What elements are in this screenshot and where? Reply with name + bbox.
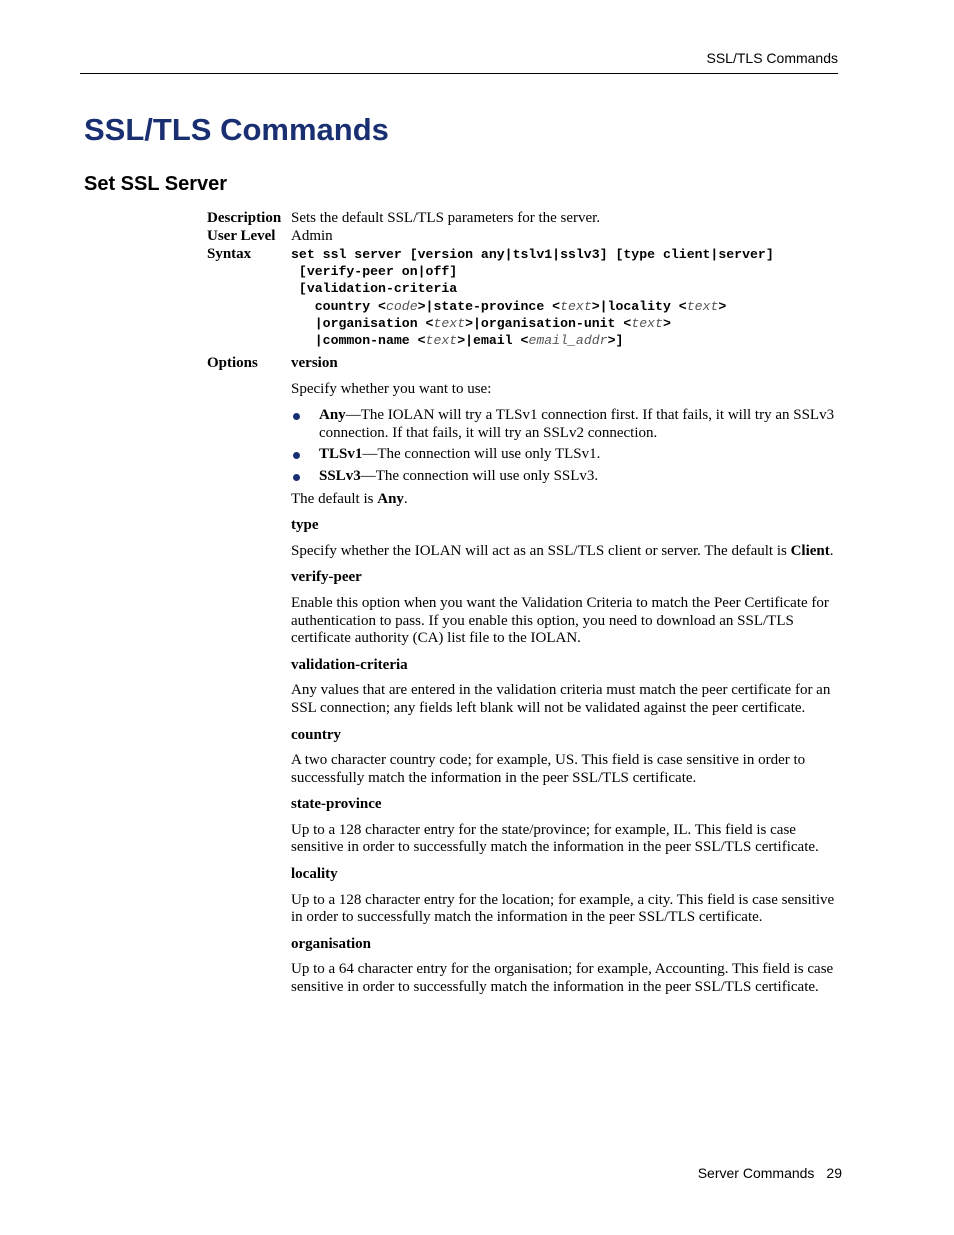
version-default bbox=[291, 491, 841, 509]
syntax-segment: country < bbox=[291, 298, 386, 314]
option-desc-locality: Up to a 128 character entry for the location; for example, a city. This field is case sensitive in order to successfully match the information in the peer SSL/TLS certificate. bbox=[291, 891, 835, 926]
syntax-placeholder: text bbox=[425, 333, 458, 349]
page-title: SSL/TLS Commands bbox=[84, 112, 389, 147]
page-number: 29 bbox=[826, 1165, 842, 1181]
bullet-text: —The connection will use only SSLv3. bbox=[360, 467, 599, 484]
option-desc-verify-peer: Enable this option when you want the Validation Criteria to match the Peer Certificate for authentication to pass. If you enable this option, you need to download an SSL/TLS certificate authority (CA) list file to the IOLAN. bbox=[291, 594, 829, 647]
bullet-dot-icon bbox=[293, 413, 300, 420]
syntax-placeholder: code bbox=[385, 298, 418, 314]
syntax-placeholder: text bbox=[631, 315, 663, 331]
page-footer bbox=[698, 1165, 842, 1181]
option-title-version: version bbox=[291, 355, 338, 371]
description-label: Description bbox=[207, 210, 282, 226]
option-desc-version: Specify whether you want to use: bbox=[291, 380, 492, 397]
options-label: Options bbox=[207, 355, 258, 371]
default-suffix: . bbox=[403, 490, 408, 507]
bullet-item bbox=[291, 468, 841, 486]
syntax-segment: >] bbox=[607, 333, 624, 349]
option-title-organisation: organisation bbox=[291, 935, 372, 952]
version-bullet-list bbox=[291, 407, 841, 485]
option-title-validation-criteria: validation-criteria bbox=[291, 656, 408, 673]
syntax-block bbox=[291, 246, 774, 349]
option-title-locality: locality bbox=[291, 866, 338, 883]
syntax-segment: |organisation < bbox=[291, 315, 434, 331]
option-desc-type bbox=[291, 543, 841, 561]
running-header-title: SSL/TLS Commands bbox=[706, 50, 838, 66]
section-title: Set SSL Server bbox=[84, 173, 228, 195]
description-value: Sets the default SSL/TLS parameters for the server. bbox=[291, 210, 601, 226]
option-title-country: country bbox=[291, 726, 341, 743]
syntax-line: [validation-criteria bbox=[291, 281, 458, 297]
option-desc-validation-criteria: Any values that are entered in the validation criteria must match the peer certificate for an SSL connection; any fields left blank will not be validated against the peer certificate. bbox=[291, 682, 831, 716]
syntax-segment: >|email < bbox=[457, 333, 529, 349]
page-header bbox=[80, 48, 838, 74]
syntax-line: set ssl server [version any|tslv1|sslv3] [type client|server] bbox=[291, 247, 774, 262]
option-title-state-province: state-province bbox=[291, 796, 382, 813]
bullet-text: —The connection will use only TLSv1. bbox=[362, 446, 601, 463]
bullet-term: Any bbox=[319, 407, 346, 424]
syntax-segment: |common-name < bbox=[291, 333, 426, 349]
option-title-type: type bbox=[291, 517, 319, 534]
option-desc-country: A two character country code; for example, US. This field is case sensitive in order to successfully match the information in the peer SSL/TLS certificate. bbox=[291, 752, 806, 786]
options-list bbox=[291, 355, 841, 1006]
syntax-placeholder: text bbox=[560, 298, 592, 314]
default-value: Any bbox=[377, 490, 404, 507]
syntax-placeholder: email_addr bbox=[528, 333, 608, 349]
bullet-dot-icon bbox=[293, 474, 300, 481]
syntax-line: [verify-peer on|off] bbox=[291, 264, 458, 280]
syntax-segment: > bbox=[718, 298, 727, 314]
bullet-item bbox=[291, 407, 841, 442]
syntax-placeholder: text bbox=[686, 298, 719, 314]
syntax-segment: >|state-province < bbox=[417, 298, 561, 314]
syntax-segment: >|locality < bbox=[591, 298, 687, 314]
footer-section: Server Commands bbox=[697, 1165, 815, 1181]
option-title-verify-peer: verify-peer bbox=[291, 569, 362, 586]
bullet-dot-icon bbox=[293, 452, 300, 459]
type-default-value: Client bbox=[790, 542, 830, 559]
bullet-text: —The IOLAN will try a TLSv1 connection first. If that fails, it will try an SSLv3 connection. If that fails, it will try an SSLv2 connection. bbox=[319, 407, 835, 441]
user-level-label: User Level bbox=[207, 228, 276, 244]
bullet-term: SSLv3 bbox=[319, 467, 361, 484]
syntax-placeholder: text bbox=[433, 315, 466, 331]
option-desc-state-province: Up to a 128 character entry for the state/province; for example, IL. This field is case sensitive in order to successfully match the information in the peer SSL/TLS certificate. bbox=[291, 821, 819, 856]
type-desc-text: Specify whether the IOLAN will act as an SSL/TLS client or server. The default is bbox=[291, 542, 791, 559]
option-desc-organisation: Up to a 64 character entry for the organisation; for example, Accounting. This field is case sensitive in order to successfully match the information in the peer SSL/TLS certificate. bbox=[291, 961, 834, 996]
syntax-label: Syntax bbox=[207, 246, 252, 262]
type-default-suffix: . bbox=[829, 542, 834, 559]
default-prefix: The default is bbox=[291, 490, 378, 507]
syntax-segment: > bbox=[662, 315, 671, 331]
user-level-value: Admin bbox=[291, 228, 333, 244]
bullet-item bbox=[291, 446, 841, 464]
bullet-term: TLSv1 bbox=[319, 446, 363, 463]
syntax-segment: >|organisation-unit < bbox=[465, 315, 632, 331]
